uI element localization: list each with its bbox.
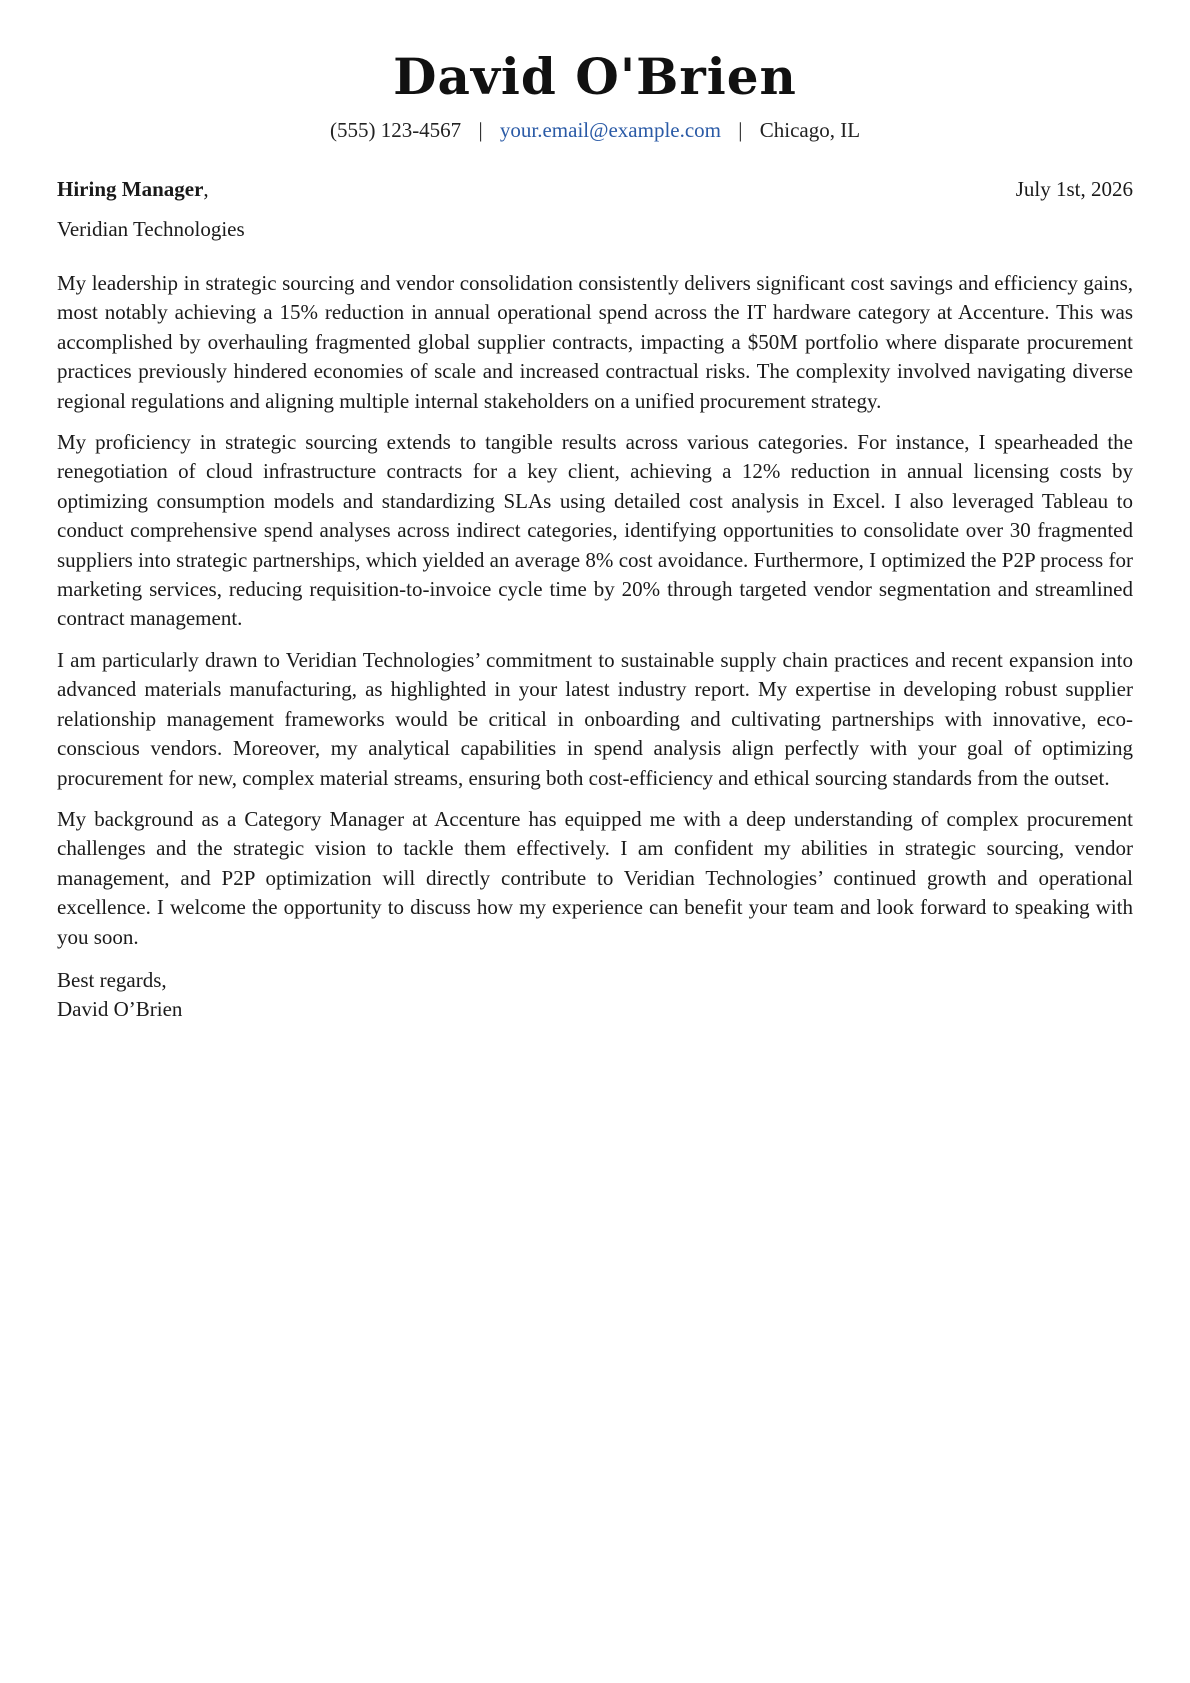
location: Chicago, IL — [759, 118, 861, 142]
recipient-name: Hiring Manager — [57, 177, 204, 201]
letter-body — [57, 269, 1133, 952]
body-paragraph: I am particularly drawn to Veridian Technologies’ commitment to sustainable supply chain practices and recent expansion into advanced materials manufacturing, as highlighted in your latest industry report. My expertise in developing robust supplier relationship management frameworks would be critical in onboarding and cultivating partnerships with innovative, eco-conscious vendors. Moreover, my analytical capabilities in spend analysis align perfectly with your goal of optimizing procurement for new, complex material streams, ensuring both cost-efficiency and ethical sourcing standards from the outset. — [57, 647, 1133, 790]
contact-separator: | — [738, 118, 743, 142]
contact-line — [57, 118, 1133, 143]
letter-date: July 1st, 2026 — [1015, 177, 1133, 201]
body-paragraph: My leadership in strategic sourcing and vendor consolidation consistently delivers significant cost savings and efficiency gains, most notably achieving a 15% reduction in annual operational spend across the IT hardware category at Accenture. This was accomplished by overhauling fragmented global supplier contracts, impacting a $50M portfolio where disparate procurement practices previously hindered economies of scale and increased contractual risks. The complexity involved navigating diverse regional regulations and aligning multiple internal stakeholders on a unified procurement strategy. — [57, 271, 1133, 413]
recipient-company: Veridian Technologies — [57, 217, 245, 241]
recipient-date-row — [57, 177, 1133, 202]
contact-separator: | — [478, 118, 483, 142]
phone-number: (555) 123-4567 — [329, 118, 462, 142]
letter-closing — [57, 966, 1133, 1025]
closing-salutation: Best regards, — [57, 967, 167, 992]
body-paragraph: My proficiency in strategic sourcing extends to tangible results across various categories. For instance, I spearheaded the renegotiation of cloud infrastructure contracts for a key client, achieving a 12% reduction in annual licensing costs by optimizing consumption models and standardizing SLAs using detailed cost analysis in Excel. I also leveraged Tableau to conduct comprehensive spend analyses across indirect categories, identifying opportunities to consolidate over 30 fragmented suppliers into strategic partnerships, which yielded an average 8% cost avoidance. Furthermore, I optimized the P2P process for marketing services, reducing requisition-to-invoice cycle time by 20% through targeted vendor segmentation and streamlined contract management. — [57, 430, 1133, 631]
applicant-name: David O'Brien — [393, 47, 797, 106]
closing-signature: David O’Brien — [57, 997, 183, 1022]
email-link[interactable]: your.email@example.com — [499, 118, 722, 142]
recipient-salutation — [57, 177, 209, 202]
recipient-name-comma: , — [203, 177, 209, 201]
body-paragraph: My background as a Category Manager at Accenture has equipped me with a deep understanding of complex procurement challenges and the strategic vision to tackle them effectively. I am confident my abilities in strategic sourcing, vendor management, and P2P optimization will directly contribute to Veridian Technologies’ continued growth and operational excellence. I welcome the opportunity to discuss how my experience can benefit your team and look forward to speaking with you soon. — [57, 806, 1133, 949]
